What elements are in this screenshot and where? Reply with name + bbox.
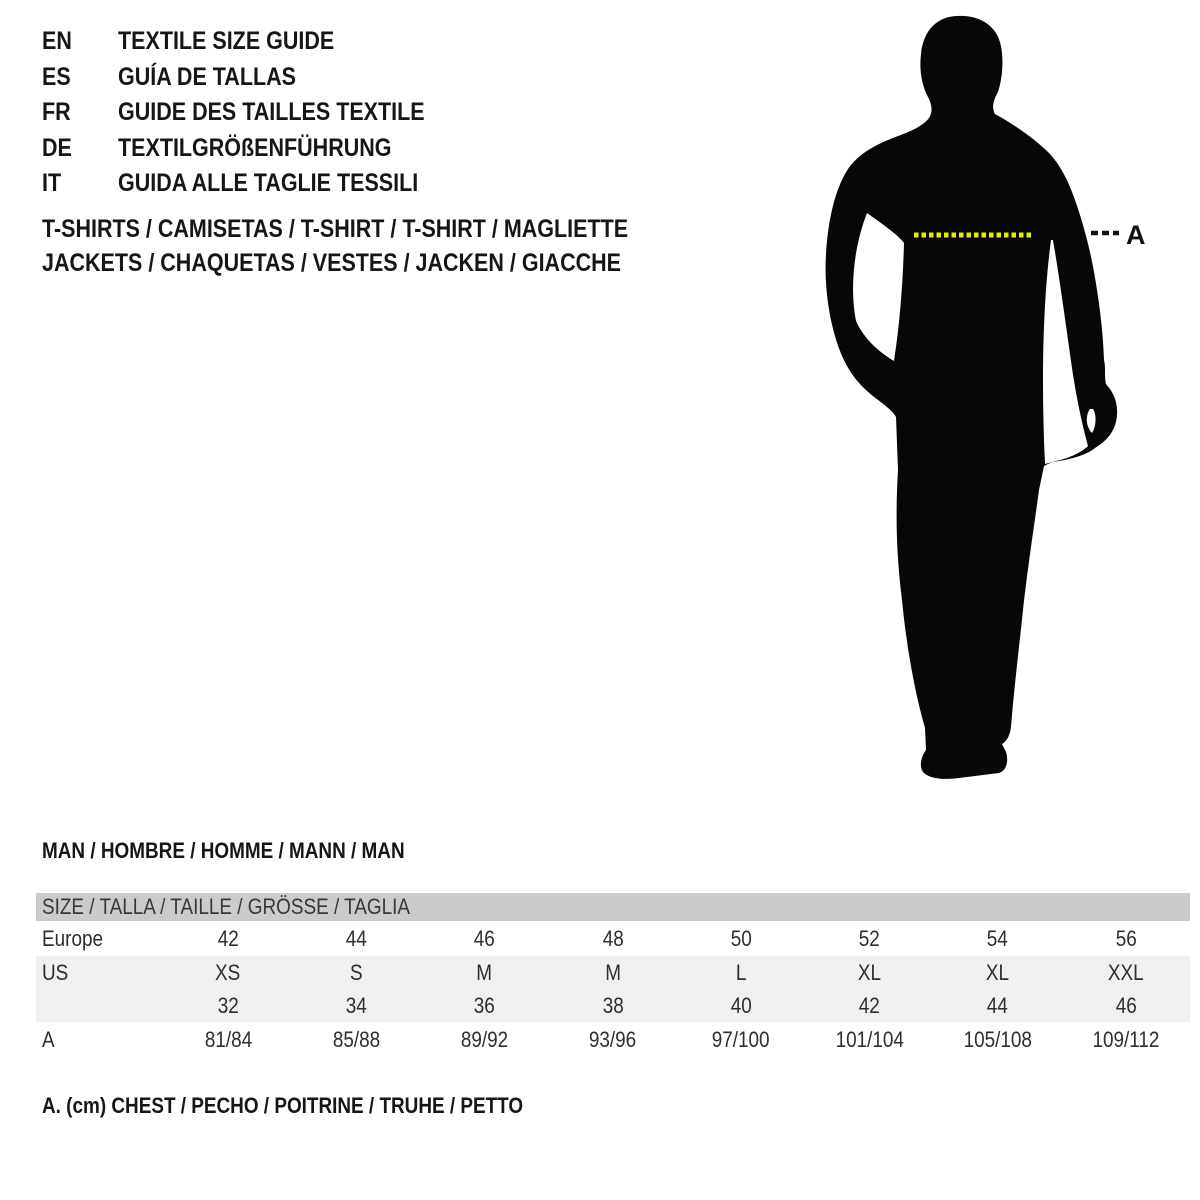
guide-title-it: GUIDA ALLE TAGLIE TESSILI <box>118 169 419 197</box>
size-value: XL <box>857 959 881 985</box>
size-value: 101/104 <box>835 1026 904 1052</box>
size-value: 42 <box>217 925 239 951</box>
guide-title-en: TEXTILE SIZE GUIDE <box>118 27 335 55</box>
table-row-numeric <box>36 989 1190 1022</box>
lang-code: EN <box>42 27 72 55</box>
row-label: Europe <box>42 925 104 951</box>
size-value: M <box>604 959 621 985</box>
size-value: 32 <box>217 992 239 1018</box>
table-row-us <box>36 956 1190 989</box>
size-value: S <box>350 959 363 985</box>
size-value: 54 <box>987 925 1009 951</box>
size-value: 105/108 <box>963 1026 1032 1052</box>
size-value: M <box>476 959 493 985</box>
size-value: 42 <box>858 992 880 1018</box>
size-value: 93/96 <box>589 1026 637 1052</box>
category-tshirts: T-SHIRTS / CAMISETAS / T-SHIRT / T-SHIRT / MAGLIETTE <box>42 215 629 243</box>
size-value: 89/92 <box>460 1026 509 1052</box>
category-jackets: JACKETS / CHAQUETAS / VESTES / JACKEN / GIACCHE <box>42 248 621 277</box>
size-value: 56 <box>1115 925 1137 951</box>
lang-row-en <box>42 24 475 60</box>
row-label: US <box>42 959 69 985</box>
table-row-europe <box>36 921 1190 956</box>
lang-row-es <box>42 60 475 96</box>
lang-row-de <box>42 131 475 167</box>
table-row-chest <box>36 1022 1190 1057</box>
size-value: 44 <box>345 925 367 951</box>
size-value: 97/100 <box>712 1026 771 1052</box>
size-value: 46 <box>474 925 496 951</box>
size-value: 44 <box>987 992 1009 1018</box>
size-value: XS <box>215 959 241 985</box>
size-value: 36 <box>474 992 496 1018</box>
row-label: A <box>42 1026 55 1052</box>
man-silhouette-svg <box>820 0 1200 800</box>
size-value: 85/88 <box>332 1026 381 1052</box>
size-value: 40 <box>730 992 752 1018</box>
size-value: 38 <box>602 992 624 1018</box>
size-value: 50 <box>730 925 752 951</box>
lang-code: ES <box>42 62 71 91</box>
measurement-footnote: A. (cm) CHEST / PECHO / POITRINE / TRUHE / PETTO <box>42 1093 524 1118</box>
size-table-header: SIZE / TALLA / TAILLE / GRÖSSE / TAGLIA <box>36 893 1190 921</box>
lang-row-it <box>42 166 475 202</box>
size-value: 81/84 <box>204 1026 252 1052</box>
language-legend <box>42 24 475 202</box>
lang-code: DE <box>42 133 72 162</box>
garment-categories <box>42 213 723 280</box>
size-value: XXL <box>1107 959 1144 985</box>
guide-title-es: GUÍA DE TALLAS <box>118 62 296 91</box>
section-title-man: MAN / HOMBRE / HOMME / MANN / MAN <box>42 838 405 863</box>
measure-label-a: A <box>1126 220 1146 250</box>
size-value: 46 <box>1115 992 1137 1018</box>
size-value: 109/112 <box>1092 1026 1160 1052</box>
size-value: L <box>735 959 747 985</box>
size-value: XL <box>986 959 1010 985</box>
lang-row-fr <box>42 95 475 131</box>
lang-code: FR <box>42 98 71 126</box>
size-value: 48 <box>602 925 624 951</box>
size-table <box>36 893 1190 1057</box>
man-silhouette-figure <box>820 0 1200 800</box>
size-value: 52 <box>858 925 880 951</box>
lang-code: IT <box>42 169 62 197</box>
guide-title-de: TEXTILGRÖßENFÜHRUNG <box>118 133 392 162</box>
guide-title-fr: GUIDE DES TAILLES TEXTILE <box>118 98 425 126</box>
size-value: 34 <box>345 992 367 1018</box>
